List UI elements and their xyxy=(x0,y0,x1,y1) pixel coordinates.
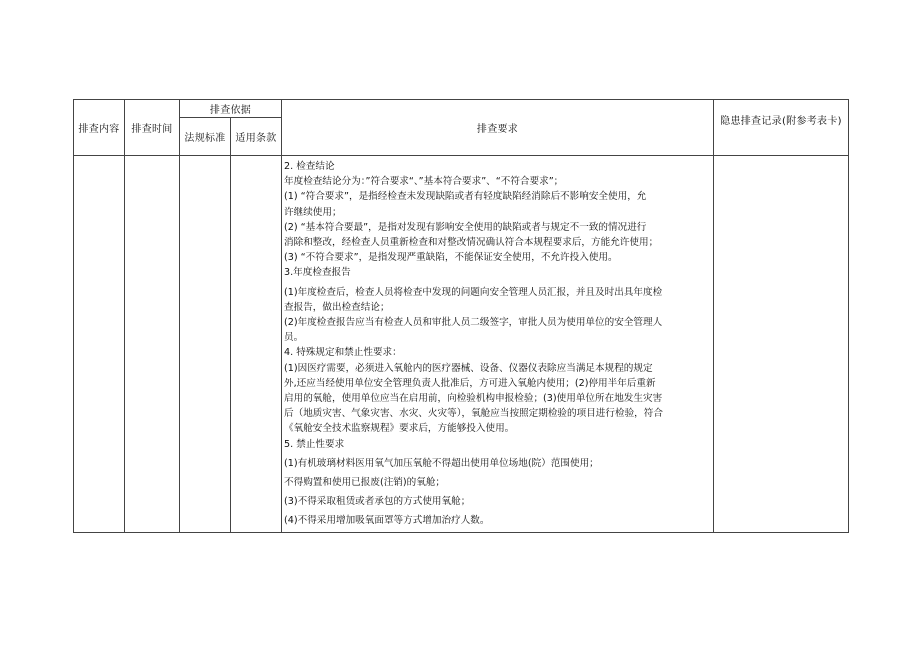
requirement-line: 《氧舱安全技术监察规程》要求后，方能够投入使用。 xyxy=(284,423,515,435)
cell-hazard-record xyxy=(714,156,849,533)
requirement-line: 外,还应当经使用单位安全管理负责人批准后，方可进入氧舱内使用；(2)停用半年后重新 xyxy=(284,377,656,389)
cell-applicable-clause xyxy=(231,156,282,533)
requirement-line: (2)年度检查报告应当有检查人员和审批人员二级签字，审批人员为使用单位的安全管理人 xyxy=(284,317,663,329)
requirement-line: 查报告，做出检查结论； xyxy=(284,301,390,313)
requirement-line: (4)不得采用增加吸氧面罩等方式增加治疗人数。 xyxy=(284,515,490,527)
header-inspection-requirement: 排查要求 xyxy=(282,100,714,156)
cell-inspection-item xyxy=(74,156,125,533)
requirement-line: (1)有机玻璃材料医用氧气加压氧舱不得超出使用单位场地(院）范围使用； xyxy=(284,457,599,469)
requirement-line: (1)因医疗需要，必须进入氧舱内的医疗器械、设备、仪器仪表除应当满足本规程的规定 xyxy=(284,362,653,374)
requirement-line: (2) “基本符合要最”，是指对发现有影响安全使用的缺陷或者与规定不一致的情况进行 xyxy=(284,221,647,233)
requirement-line: 5. 禁止性要求 xyxy=(284,438,345,450)
requirement-line: 后（地质灾害、气象灾害、水灾、火灾等），氧舱应当按照定期检验的项目进行检验，符合 xyxy=(284,408,663,420)
requirement-line: 4. 特殊规定和禁止性要求： xyxy=(284,347,402,359)
header-inspection-basis: 排查依据 xyxy=(180,100,282,118)
requirement-line: 2. 检查结论 xyxy=(284,161,335,172)
requirement-line: (1)年度检查后，检查人员将检查中发现的问题向安全管理人员汇报，并且及时出具年度检 xyxy=(284,286,663,298)
requirement-line: 员。 xyxy=(284,332,304,344)
requirement-line: 年度检查结论分为：”符合要求“、”基本符合要求”、“不符合要求”； xyxy=(284,176,564,188)
requirement-line: 许继续使用； xyxy=(284,206,342,218)
requirement-line: (1) “符合要求”，是指经检查未发现缺陷或者有轻度缺陷经消除后不影响安全使用，允 xyxy=(284,191,647,203)
header-hazard-record: 隐患排查记录(附参考表卡) xyxy=(714,100,849,156)
requirement-line: 3.年度检查报告 xyxy=(284,267,351,279)
header-inspection-item: 排查内容 xyxy=(74,100,125,156)
header-applicable-clause: 适用条款 xyxy=(231,118,282,156)
cell-inspection-time xyxy=(125,156,180,533)
requirement-line: 不得购置和使用已报废(注销)的氧舱； xyxy=(284,477,446,489)
requirement-line: (3) “不符合要求”，是指发现严重缺陷，不能保证安全使用，不允许投入使用。 xyxy=(284,252,618,264)
cell-law-standard xyxy=(180,156,231,533)
requirement-line: 消除和整改，经检查人员重新检查和对整改情况确认符合本规程要求后，方能允许使用； xyxy=(284,237,659,249)
cell-inspection-requirement xyxy=(282,156,714,533)
requirement-line: 启用的氧舱，使用单位应当在启用前，向检验机构申报检验；(3)使用单位所在地发生灾害 xyxy=(284,393,663,405)
requirement-line: (3)不得采取租赁或者承包的方式使用氧舱； xyxy=(284,496,471,508)
hazard-inspection-table xyxy=(73,99,849,533)
header-inspection-time: 排查时间 xyxy=(125,100,180,156)
header-law-standard: 法规标准 xyxy=(180,118,231,156)
